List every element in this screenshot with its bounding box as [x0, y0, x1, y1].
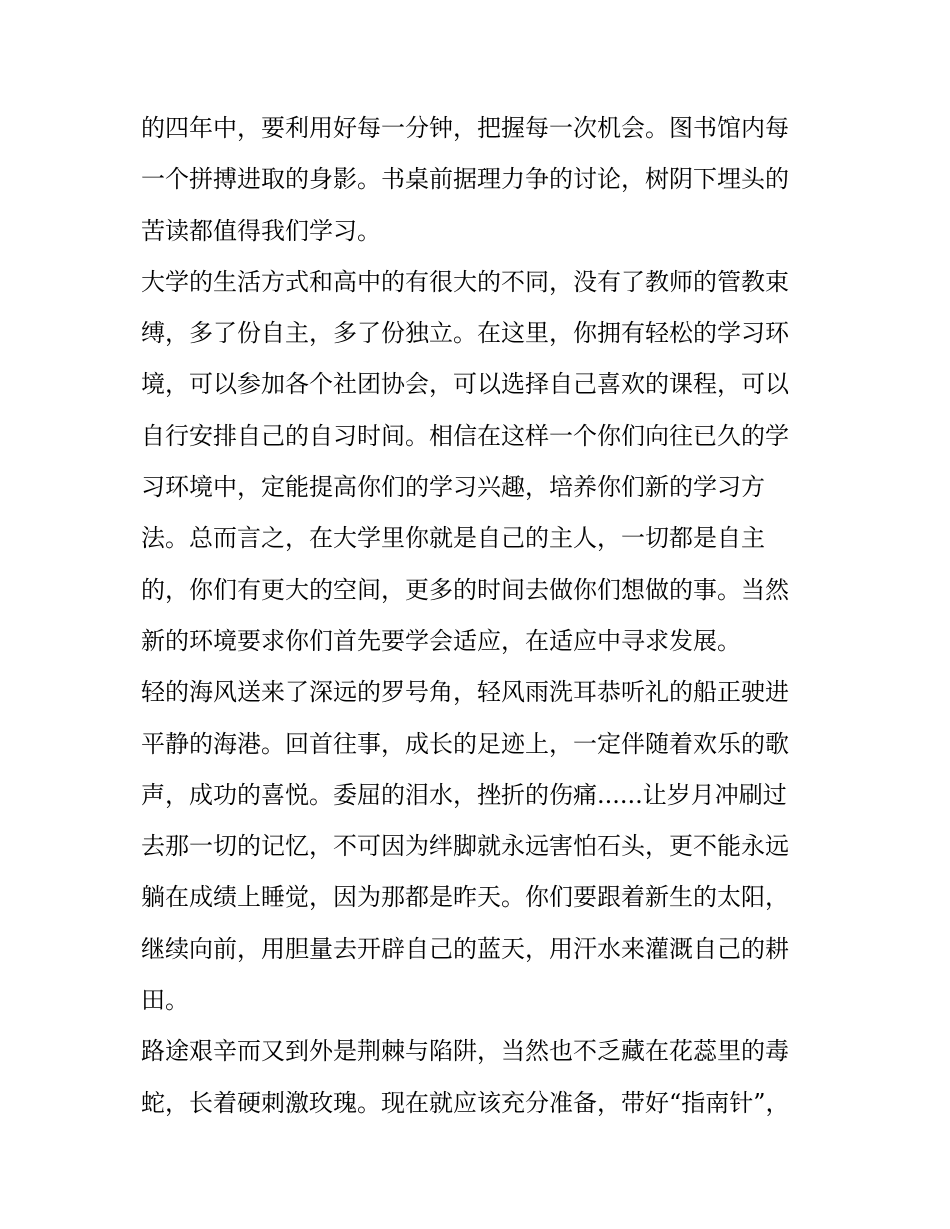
text-line: 轻的海风送来了深远的罗号角，轻风雨洗耳恭听礼的船正驶进 [141, 678, 789, 707]
text-line: 一个拼搏进取的身影。书桌前据理力争的讨论，树阴下埋头的 [141, 165, 789, 194]
paragraph-1 [141, 103, 821, 257]
text-line: 法。总而言之，在大学里你就是自己的主人，一切都是自主 [141, 524, 765, 553]
text-line: 大学的生活方式和高中的有很大的不同，没有了教师的管教束 [141, 267, 789, 296]
text-line: 苦读都值得我们学习。 [141, 216, 381, 245]
text-line: 缚，多了份自主，多了份独立。在这里，你拥有轻松的学习环 [141, 319, 789, 348]
paragraph-3 [141, 667, 821, 1026]
text-line: 自行安排自己的自习时间。相信在这样一个你们向往已久的学 [141, 421, 789, 450]
text-line: 的，你们有更大的空间，更多的时间去做你们想做的事。当然 [141, 575, 789, 604]
text-line: 躺在成绩上睡觉，因为那都是昨天。你们要跟着新生的太阳， [141, 883, 789, 912]
text-line: 路途艰辛而又到外是荆棘与陷阱，当然也不乏藏在花蕊里的毒 [141, 1037, 789, 1066]
text-line: 平静的海港。回首往事，成长的足迹上，一定伴随着欢乐的歌 [141, 729, 789, 758]
document-body [141, 103, 821, 1129]
text-line: 的四年中，要利用好每一分钟，把握每一次机会。图书馆内每 [141, 114, 789, 142]
paragraph-2 [141, 257, 821, 667]
text-line: 继续向前，用胆量去开辟自己的蓝天，用汗水来灌溉自己的耕 [141, 934, 789, 963]
text-line: 境，可以参加各个社团协会，可以选择自己喜欢的课程，可以 [141, 370, 789, 399]
text-line: 新的环境要求你们首先要学会适应，在适应中寻求发展。 [141, 626, 741, 655]
text-line: 田。 [141, 986, 189, 1015]
text-line: 蛇，长着硬刺激玫瑰。现在就应该充分准备，带好“指南针”， [141, 1088, 790, 1117]
text-line: 去那一切的记忆，不可因为绊脚就永远害怕石头，更不能永远 [141, 832, 789, 861]
text-line: 声，成功的喜悦。委屈的泪水，挫折的伤痛......让岁月冲刷过 [141, 780, 787, 809]
text-line: 习环境中，定能提高你们的学习兴趣，培养你们新的学习方 [141, 473, 765, 502]
paragraph-4 [141, 1026, 821, 1129]
